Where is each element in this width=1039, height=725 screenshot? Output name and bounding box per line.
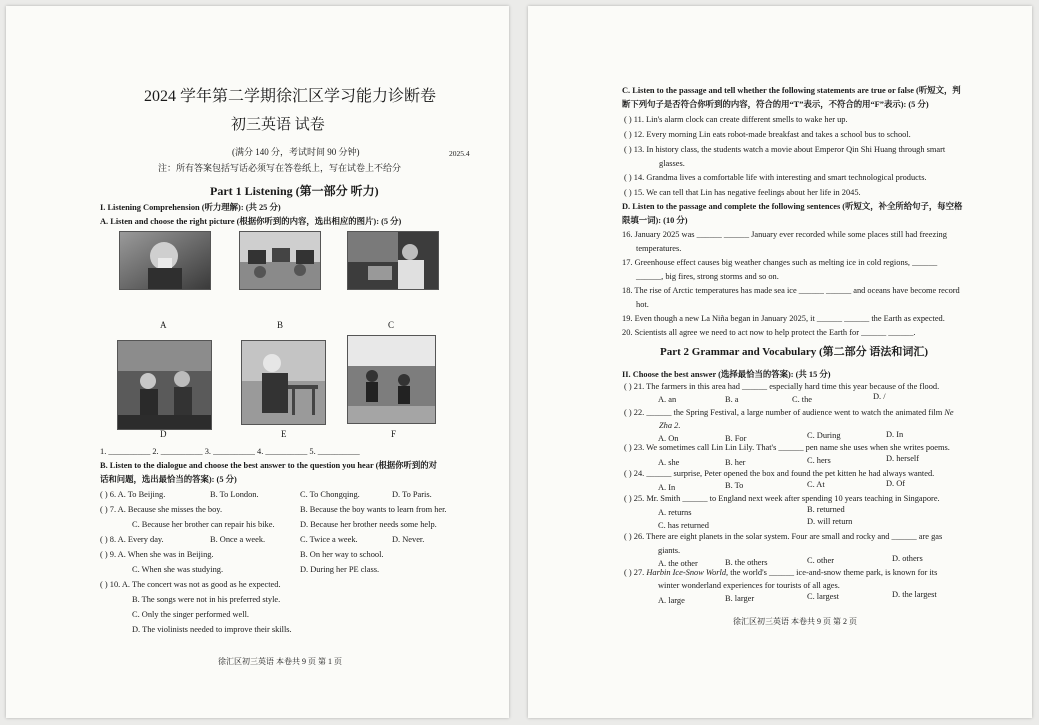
- answer-blanks: 1. __________ 2. __________ 3. __________ 4. __________ 5. __________: [100, 447, 360, 456]
- q6-d: D. To Paris.: [392, 490, 432, 499]
- q15: ( ) 15. We can tell that Lin has negative feelings about her life in 2045.: [624, 188, 861, 197]
- q17-cont: ______, big fires, strong storms and so on.: [636, 272, 779, 281]
- q22-a: A. On: [658, 434, 679, 443]
- picture-e: [241, 340, 326, 425]
- section-b-heading-1: B. Listen to the dialogue and choose the best answer to the question you hear (根据你听到的对: [100, 461, 438, 470]
- section-c-heading-2: 断下列句子是否符合你听到的内容，符合的用“T”表示，不符合的用“F”表示): (5 分): [622, 100, 929, 109]
- picture-f-label: F: [391, 429, 397, 439]
- q24-a: A. In: [658, 483, 676, 492]
- q8-d: D. Never.: [392, 535, 425, 544]
- page2-footer: 徐汇区初三英语 本卷共 9 页 第 2 页: [733, 617, 857, 626]
- part2-title: Part 2 Grammar and Vocabulary (第二部分 语法和词汇): [660, 346, 929, 358]
- q23: ( ) 23. We sometimes call Lin Lin Lily. That's ______ pen name she uses when she writes poems.: [624, 443, 950, 452]
- q25-a: A. returns: [658, 508, 692, 517]
- exam-title: 2024 学年第二学期徐汇区学习能力诊断卷: [144, 88, 437, 105]
- q27: ( ) 27. Harbin Ice-Snow World, the world's ______ ice-and-snow theme park, is known for its: [624, 568, 938, 577]
- exam-date: 2025.4: [449, 149, 470, 158]
- q7-b: B. Because the boy wants to learn from her.: [300, 505, 447, 514]
- q22-c: C. During: [807, 431, 841, 440]
- q27-cont: winter wonderland experiences for tourists of all ages.: [658, 581, 840, 590]
- q27-d: D. the largest: [892, 590, 937, 599]
- q8-b: B. Once a week.: [210, 535, 266, 544]
- q23-b: B. her: [725, 458, 746, 467]
- q21-c: C. the: [792, 395, 813, 404]
- q13-cont: glasses.: [659, 159, 685, 168]
- q10-c: C. Only the singer performed well.: [132, 610, 249, 619]
- q27-b: B. larger: [725, 594, 755, 603]
- q16-cont: temperatures.: [636, 244, 682, 253]
- q26-cont: giants.: [658, 546, 681, 555]
- q9-c: C. When she was studying.: [132, 565, 224, 574]
- picture-a: [119, 231, 211, 290]
- q24-c: C. At: [807, 480, 825, 489]
- part1-title: Part 1 Listening (第一部分 听力): [210, 184, 379, 198]
- q9-b: B. On her way to school.: [300, 550, 384, 559]
- q26-d: D. others: [892, 554, 923, 563]
- q21-b: B. a: [725, 395, 739, 404]
- q19: 19. Even though a new La Niña began in January 2025, it ______ ______ the Earth as expected.: [622, 314, 945, 323]
- q24-d: D. Of: [886, 479, 906, 488]
- q22-d: D. In: [886, 430, 904, 439]
- q22: ( ) 22. ______ the Spring Festival, a large number of audience went to watch the animated film Ne: [624, 408, 954, 417]
- q18-cont: hot.: [636, 300, 649, 309]
- q6-b: B. To London.: [210, 490, 259, 499]
- q16: 16. January 2025 was ______ ______ January ever recorded while some places still had freezing: [622, 230, 947, 239]
- q21-d: D. /: [873, 392, 886, 401]
- picture-b-label: B: [277, 320, 284, 330]
- q21-a: A. an: [658, 395, 677, 404]
- picture-d-label: D: [160, 429, 167, 439]
- q11: ( ) 11. Lin's alarm clock can create different smells to wake her up.: [624, 115, 848, 124]
- q8-c: C. Twice a week.: [300, 535, 358, 544]
- q20: 20. Scientists all agree we need to act now to help protect the Earth for ______ ______.: [622, 328, 916, 337]
- section-d-heading-2: 限填一词): (10 分): [622, 216, 688, 225]
- q27-a: A. large: [658, 596, 685, 605]
- exam-page-2: [528, 6, 1032, 718]
- q6-a: ( ) 6. A. To Beijing.: [100, 490, 166, 499]
- q10-a: ( ) 10. A. The concert was not as good as he expected.: [100, 580, 281, 589]
- picture-c-label: C: [388, 320, 395, 330]
- score-info: (满分 140 分，考试时间 90 分钟): [232, 147, 360, 157]
- q21: ( ) 21. The farmers in this area had ______ especially hard time this year because of the flood.: [624, 382, 940, 391]
- q23-d: D. herself: [886, 454, 920, 463]
- section-c-heading-1: C. Listen to the passage and tell whether the following statements are true or false (听短文，判: [622, 86, 961, 95]
- q23-a: A. she: [658, 458, 680, 467]
- q22-cont: Zha 2.: [659, 421, 681, 430]
- exam-notice: 注：所有答案包括写话必须写在答卷纸上，写在试卷上不给分: [158, 163, 402, 173]
- q26-a: A. the other: [658, 559, 698, 568]
- q22-b: B. For: [725, 434, 747, 443]
- picture-c: [347, 231, 439, 290]
- q10-d: D. The violinists needed to improve their skills.: [132, 625, 292, 634]
- q7-c: C. Because her brother can repair his bike.: [132, 520, 275, 529]
- q17: 17. Greenhouse effect causes big weather changes such as melting ice in cold regions, ______: [622, 258, 938, 267]
- q25-d: D. will return: [807, 517, 853, 526]
- q25: ( ) 25. Mr. Smith ______ to England next week after spending 10 years teaching in Singapore.: [624, 494, 940, 503]
- q9-a: ( ) 9. A. When she was in Beijing.: [100, 550, 214, 559]
- section-b-heading-2: 话和问题，选出最恰当的答案): (5 分): [100, 475, 237, 484]
- picture-a-label: A: [160, 320, 167, 330]
- picture-d: [117, 340, 212, 430]
- q6-c: C. To Chongqing.: [300, 490, 360, 499]
- q10-b: B. The songs were not in his preferred style.: [132, 595, 281, 604]
- q23-c: C. hers: [807, 456, 831, 465]
- page1-footer: 徐汇区初三英语 本卷共 9 页 第 1 页: [218, 657, 342, 666]
- picture-b: [239, 231, 321, 290]
- q7-a: ( ) 7. A. Because she misses the boy.: [100, 505, 223, 514]
- q26-c: C. other: [807, 556, 834, 565]
- q26-b: B. the others: [725, 558, 768, 567]
- exam-page-1: [6, 6, 509, 718]
- q24-b: B. To: [725, 481, 744, 490]
- q13: ( ) 13. In history class, the students watch a movie about Emperor Qin Shi Huang through smart: [624, 145, 946, 154]
- q18: 18. The rise of Arctic temperatures has made sea ice ______ ______ and oceans have become record: [622, 286, 960, 295]
- q14: ( ) 14. Grandma lives a comfortable life with interesting and smart technological products.: [624, 173, 927, 182]
- q8-a: ( ) 8. A. Every day.: [100, 535, 164, 544]
- picture-f: [347, 335, 436, 424]
- exam-subtitle: 初三英语 试卷: [231, 117, 325, 133]
- q26: ( ) 26. There are eight planets in the solar system. Four are small and rocky and ______ are gas: [624, 532, 943, 541]
- q7-d: D. Because her brother needs some help.: [300, 520, 437, 529]
- section-1-heading: I. Listening Comprehension (听力理解): (共 25 分): [100, 203, 281, 212]
- q27-c: C. largest: [807, 592, 839, 601]
- q25-c: C. has returned: [658, 521, 709, 530]
- section-a-heading: A. Listen and choose the right picture (根据你听到的内容，选出相应的图片): (5 分): [100, 217, 402, 226]
- q25-b: B. returned: [807, 505, 845, 514]
- picture-e-label: E: [281, 429, 287, 439]
- section-d-heading-1: D. Listen to the passage and complete the following sentences (听短文，补全所给句子，每空格: [622, 202, 963, 211]
- q24: ( ) 24. ______ surprise, Peter opened the box and found the pet kitten he had always wanted.: [624, 469, 935, 478]
- q9-d: D. During her PE class.: [300, 565, 380, 574]
- q12: ( ) 12. Every morning Lin eats robot-made breakfast and takes a school bus to school.: [624, 130, 911, 139]
- section-2-heading: II. Choose the best answer (选择最恰当的答案): (共 15 分): [622, 370, 831, 379]
